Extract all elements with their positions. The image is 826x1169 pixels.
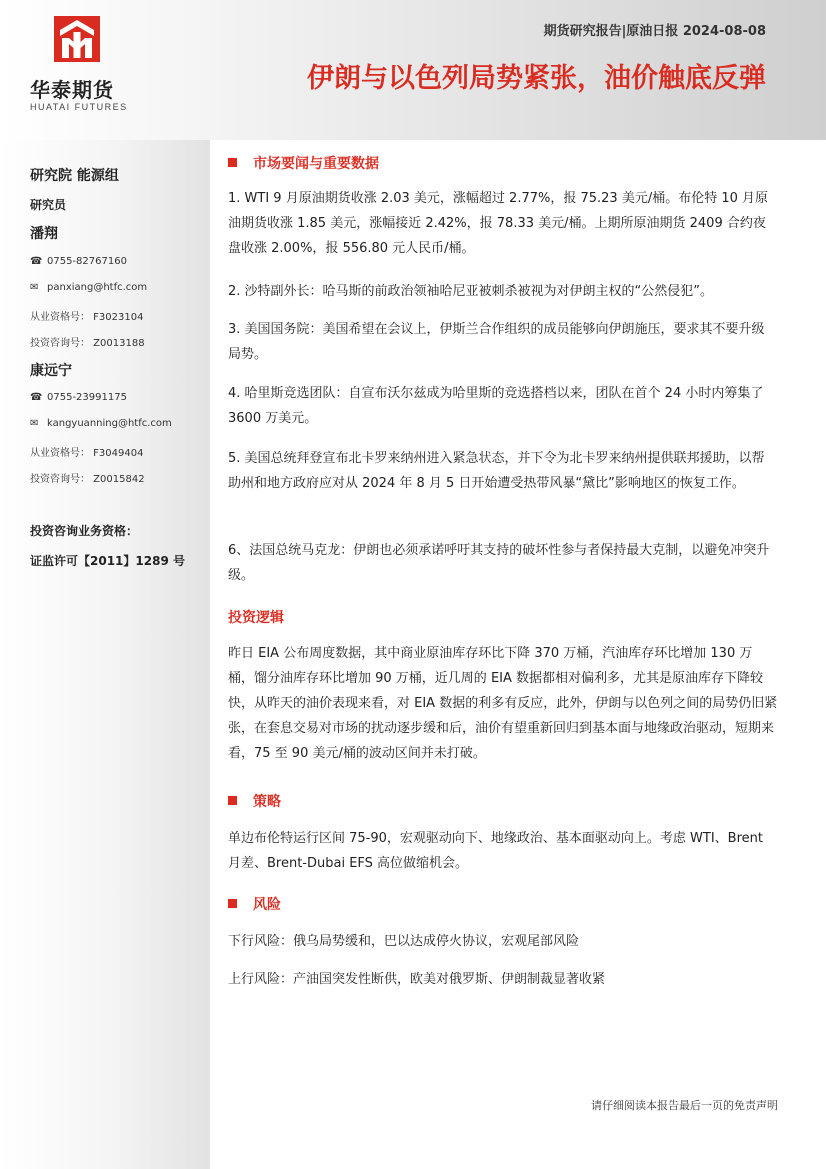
section-title-risk: 风险 — [228, 894, 281, 914]
disclaimer-note: 请仔细阅读本报告最后一页的免责声明 — [591, 1099, 778, 1112]
analyst-phone: ☎ 0755-23991175 — [30, 392, 127, 403]
role-label: 研究员 — [30, 198, 67, 212]
news-item: 5. 美国总统拜登宣布北卡罗来纳州进入紧急状态，并下令为北卡罗来纳州提供联邦援助，以帮助州和地方政府应对从 2024 年 8 月 5 日开始遭受热带风暴“黛比”影响地区的恢复工作。 — [228, 451, 765, 491]
logo-chinese-name: 华泰期货 — [30, 78, 114, 102]
analyst-name: 潘翔 — [30, 226, 58, 242]
logic-paragraph: 昨日 EIA 公布周度数据，其中商业原油库存环比下降 370 万桶，汽油库存环比增加 130 万桶，馏分油库存环比增加 90 万桶，近几周的 EIA 数据都相对偏利多，尤其是原油库存下降较快，从昨天的油价表现来看，对 EIA 数据的利多有反应，此外，伊朗与以色列之间的局势仍旧紧张，在套息交易对市场的扰动逐步缓和后，油价有望重新回归到基本面与地缘政治驱动，短期来看，75 至 90 美元/桶的波动区间并未打破。 — [228, 646, 778, 761]
report-header — [0, 0, 826, 140]
analyst-cert: 从业资格号： F3023104 — [30, 312, 144, 323]
risk-up: 上行风险：产油国突发性断供，欧美对俄罗斯、伊朗制裁显著收紧 — [228, 972, 606, 987]
logo-english-name: HUATAI FUTURES — [30, 102, 128, 112]
square-bullet-icon — [228, 158, 237, 167]
section-title-news: 市场要闻与重要数据 — [228, 153, 379, 173]
company-logo — [30, 16, 130, 116]
analyst-name: 康远宁 — [30, 363, 72, 379]
huatai-logo-icon — [54, 16, 100, 62]
report-tag: 期货研究报告|原油日报 2024-08-08 — [543, 24, 766, 39]
risk-down: 下行风险：俄乌局势缓和，巴以达成停火协议，宏观尾部风险 — [228, 934, 580, 949]
section-title-strategy: 策略 — [228, 791, 281, 811]
analyst-email: ✉ panxiang@htfc.com — [30, 282, 148, 293]
analyst-email: ✉ kangyuanning@htfc.com — [30, 418, 172, 429]
qualification-title: 投资咨询业务资格： — [30, 524, 139, 538]
qualification-license: 证监许可【2011】1289 号 — [30, 554, 185, 568]
news-item: 6、法国总统马克龙：伊朗也必须承诺呼吁其支持的破坏性参与者保持最大克制，以避免冲突升级。 — [228, 543, 770, 583]
news-item: 2. 沙特副外长：哈马斯的前政治领袖哈尼亚被刺杀被视为对伊朗主权的“公然侵犯”。 — [228, 284, 714, 299]
mail-icon: ✉ — [30, 418, 39, 429]
square-bullet-icon — [228, 796, 237, 805]
mail-icon: ✉ — [30, 282, 39, 293]
report-title: 伊朗与以色列局势紧张，油价触底反弹 — [307, 63, 766, 94]
analyst-phone: ☎ 0755-82767160 — [30, 256, 127, 267]
news-item: 1. WTI 9 月原油期货收涨 2.03 美元，涨幅超过 2.77%，报 75.23 美元/桶。布伦特 10 月原油期货收涨 1.85 美元，涨幅接近 2.42%，报 78.33 美元/桶。上期所原油期货 2409 合约夜盘收涨 2.00%，报 556.80 元人民币/桶。 — [228, 191, 769, 256]
strategy-paragraph: 单边布伦特运行区间 75-90，宏观驱动向下、地缘政治、基本面驱动向上。考虑 WTI、Brent 月差、Brent-Dubai EFS 高位做缩机会。 — [228, 831, 763, 871]
news-item: 4. 哈里斯竞选团队：自宣布沃尔兹成为哈里斯的竞选搭档以来，团队在首个 24 小时内筹集了 3600 万美元。 — [228, 386, 764, 426]
analyst-invest-id: 投资咨询号： Z0013188 — [30, 338, 145, 349]
phone-icon: ☎ — [30, 256, 43, 267]
news-item: 3. 美国国务院：美国希望在会议上，伊斯兰合作组织的成员能够向伊朗施压，要求其不要升级局势。 — [228, 322, 765, 362]
section-title-logic: 投资逻辑 — [228, 610, 284, 626]
analyst-sidebar — [0, 140, 210, 1169]
department: 研究院 能源组 — [30, 168, 119, 184]
analyst-cert: 从业资格号： F3049404 — [30, 448, 144, 459]
analyst-invest-id: 投资咨询号： Z0015842 — [30, 474, 145, 485]
phone-icon: ☎ — [30, 392, 43, 403]
square-bullet-icon — [228, 899, 237, 908]
